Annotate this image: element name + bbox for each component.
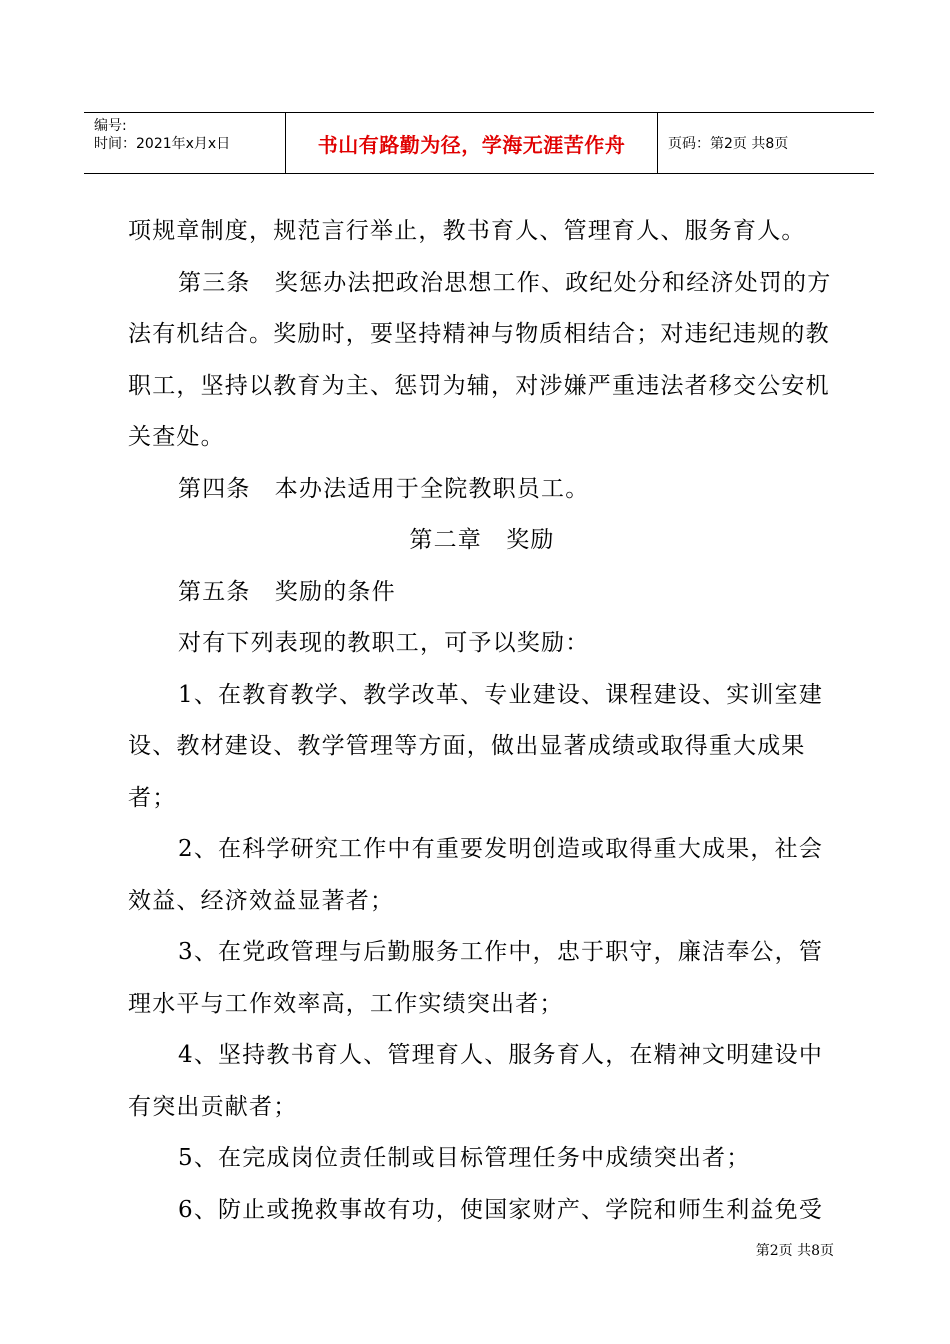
document-body xyxy=(128,206,836,1236)
chapter-heading: 第二章 奖励 xyxy=(409,527,555,553)
list-item-6: 6、防止或挽救事故有功，使国家财产、学院和师生利益免受 xyxy=(178,1196,824,1223)
paragraph-article-3: 第三条 奖惩办法把政治思想工作、政纪处分和经济处罚的方法有机结合。奖励时，要坚持精神与物质相结合；对违纪违规的教职工，坚持以教育为主、惩罚为辅，对涉嫌严重违法者移交公安机关查处。 xyxy=(128,269,832,450)
header-page-cell xyxy=(658,113,874,173)
document-header xyxy=(84,112,874,174)
page-footer: 第2页 共8页 xyxy=(755,1243,834,1259)
header-motto: 书山有路勤为径，学海无涯苦作舟 xyxy=(317,132,626,157)
paragraph-continuation: 项规章制度，规范言行举止，教书育人、管理育人、服务育人。 xyxy=(128,218,806,244)
list-item-4: 4、坚持教书育人、管理育人、服务育人，在精神文明建设中有突出贡献者； xyxy=(128,1042,824,1120)
header-motto-cell xyxy=(286,113,658,173)
document-number-label: 编号: xyxy=(94,118,127,134)
header-meta xyxy=(84,113,286,173)
list-item-2: 2、在科学研究工作中有重要发明创造或取得重大成果，社会效益、经济效益显著者； xyxy=(128,836,824,914)
list-item-1: 1、在教育教学、教学改革、专业建设、课程建设、实训室建设、教材建设、教学管理等方面，做出显著成绩或取得重大成果者； xyxy=(128,681,824,811)
list-item-3: 3、在党政管理与后勤服务工作中，忠于职守，廉洁奉公，管理水平与工作效率高，工作实绩突出者； xyxy=(128,939,824,1017)
paragraph-article-5: 第五条 奖励的条件 xyxy=(178,578,396,605)
list-item-5: 5、在完成岗位责任制或目标管理任务中成绩突出者； xyxy=(178,1145,751,1171)
paragraph-article-4: 第四条 本办法适用于全院教职员工。 xyxy=(178,475,590,502)
paragraph-intro: 对有下列表现的教职工，可予以奖励： xyxy=(178,630,590,656)
header-page-label: 页码：第2页 共8页 xyxy=(668,136,789,152)
document-time-label: 时间：2021年x月x日 xyxy=(94,136,231,152)
